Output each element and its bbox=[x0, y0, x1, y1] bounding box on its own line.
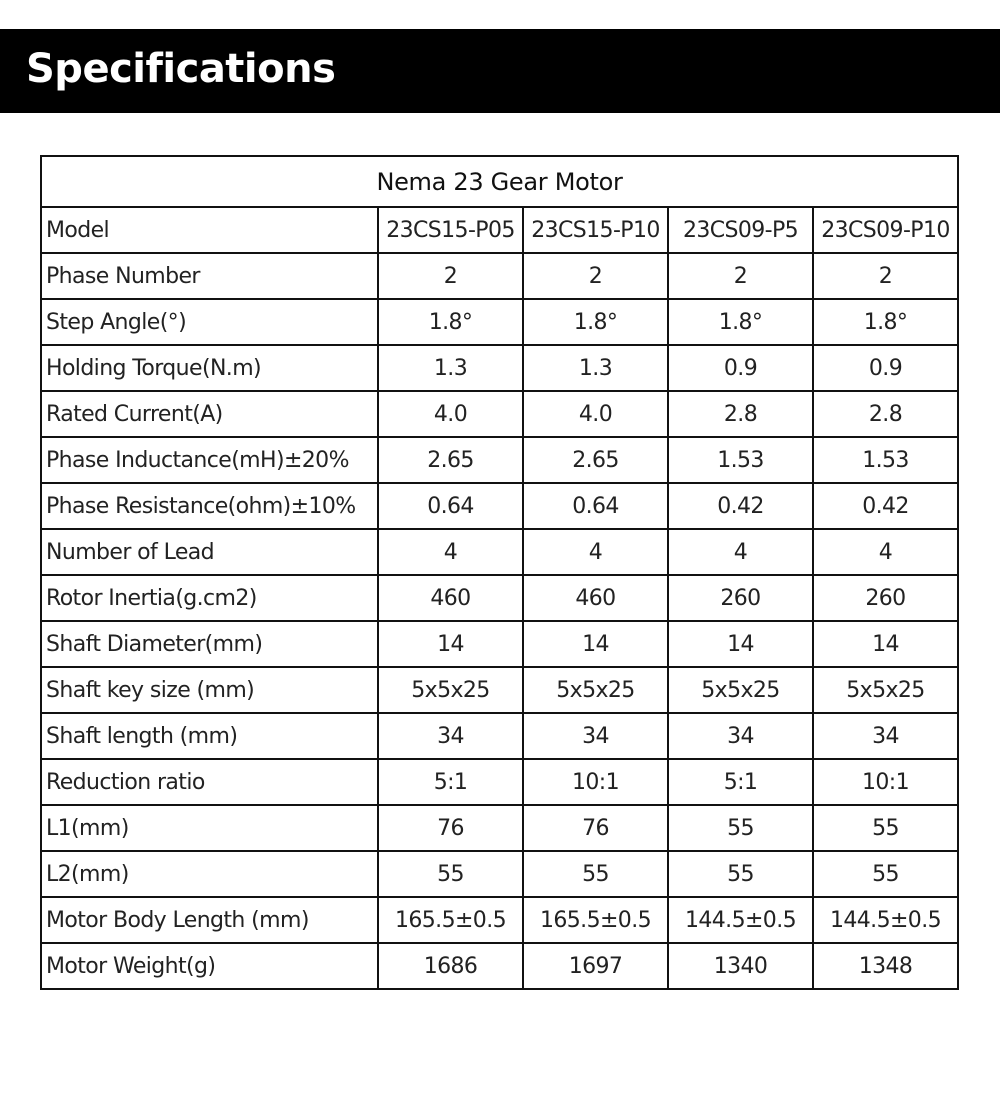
row-label: Motor Body Length (mm) bbox=[41, 897, 378, 943]
table-cell: 55 bbox=[523, 851, 668, 897]
row-label: Number of Lead bbox=[41, 529, 378, 575]
table-row bbox=[41, 529, 958, 575]
table-cell: 23CS09-P5 bbox=[668, 207, 813, 253]
table-cell: 34 bbox=[378, 713, 523, 759]
table-cell: 1.8° bbox=[668, 299, 813, 345]
table-cell: 0.42 bbox=[813, 483, 958, 529]
table-cell: 14 bbox=[378, 621, 523, 667]
table-cell: 2.65 bbox=[523, 437, 668, 483]
table-cell: 144.5±0.5 bbox=[813, 897, 958, 943]
row-label: Shaft Diameter(mm) bbox=[41, 621, 378, 667]
table-cell: 1.8° bbox=[813, 299, 958, 345]
table-row bbox=[41, 253, 958, 299]
table-cell: 23CS15-P10 bbox=[523, 207, 668, 253]
table-row bbox=[41, 345, 958, 391]
table-cell: 1686 bbox=[378, 943, 523, 989]
row-label: Model bbox=[41, 207, 378, 253]
row-label: Shaft length (mm) bbox=[41, 713, 378, 759]
table-row bbox=[41, 805, 958, 851]
table-row bbox=[41, 897, 958, 943]
table-cell: 0.64 bbox=[378, 483, 523, 529]
table-cell: 2.65 bbox=[378, 437, 523, 483]
table-cell: 165.5±0.5 bbox=[378, 897, 523, 943]
table-cell: 5x5x25 bbox=[378, 667, 523, 713]
table-row bbox=[41, 759, 958, 805]
row-label: Rotor Inertia(g.cm2) bbox=[41, 575, 378, 621]
table-cell: 10:1 bbox=[523, 759, 668, 805]
table-cell: 55 bbox=[813, 805, 958, 851]
table-cell: 23CS09-P10 bbox=[813, 207, 958, 253]
table-cell: 2 bbox=[813, 253, 958, 299]
table-cell: 55 bbox=[668, 805, 813, 851]
table-cell: 5x5x25 bbox=[523, 667, 668, 713]
table-cell: 55 bbox=[668, 851, 813, 897]
table-row bbox=[41, 851, 958, 897]
table-cell: 0.42 bbox=[668, 483, 813, 529]
table-cell: 260 bbox=[668, 575, 813, 621]
table-cell: 4.0 bbox=[378, 391, 523, 437]
row-label: Holding Torque(N.m) bbox=[41, 345, 378, 391]
page-title: Specifications bbox=[26, 46, 336, 92]
table-cell: 5x5x25 bbox=[668, 667, 813, 713]
table-cell: 55 bbox=[813, 851, 958, 897]
row-label: Reduction ratio bbox=[41, 759, 378, 805]
table-cell: 260 bbox=[813, 575, 958, 621]
table-cell: 5:1 bbox=[668, 759, 813, 805]
table-cell: 4 bbox=[523, 529, 668, 575]
row-label: Phase Resistance(ohm)±10% bbox=[41, 483, 378, 529]
table-cell: 34 bbox=[668, 713, 813, 759]
table-row bbox=[41, 943, 958, 989]
row-label: Step Angle(°) bbox=[41, 299, 378, 345]
table-row bbox=[41, 575, 958, 621]
row-label: Shaft key size (mm) bbox=[41, 667, 378, 713]
table-cell: 4 bbox=[378, 529, 523, 575]
table-row bbox=[41, 621, 958, 667]
table-row bbox=[41, 437, 958, 483]
table-cell: 1697 bbox=[523, 943, 668, 989]
row-label: L1(mm) bbox=[41, 805, 378, 851]
table-cell: 10:1 bbox=[813, 759, 958, 805]
table-row bbox=[41, 391, 958, 437]
table-cell: 2 bbox=[668, 253, 813, 299]
table-cell: 1340 bbox=[668, 943, 813, 989]
table-cell: 0.9 bbox=[668, 345, 813, 391]
table-cell: 2 bbox=[378, 253, 523, 299]
spec-table bbox=[40, 155, 959, 990]
table-cell: 1.53 bbox=[813, 437, 958, 483]
table-row bbox=[41, 299, 958, 345]
row-label: Phase Inductance(mH)±20% bbox=[41, 437, 378, 483]
table-cell: 5x5x25 bbox=[813, 667, 958, 713]
table-row bbox=[41, 713, 958, 759]
table-cell: 2.8 bbox=[813, 391, 958, 437]
row-label: Phase Number bbox=[41, 253, 378, 299]
row-label: Rated Current(A) bbox=[41, 391, 378, 437]
table-cell: 1348 bbox=[813, 943, 958, 989]
table-cell: 1.8° bbox=[378, 299, 523, 345]
table-row bbox=[41, 483, 958, 529]
table-cell: 1.53 bbox=[668, 437, 813, 483]
table-cell: 23CS15-P05 bbox=[378, 207, 523, 253]
specifications-banner bbox=[0, 29, 1000, 113]
table-cell: 1.8° bbox=[523, 299, 668, 345]
table-cell: 165.5±0.5 bbox=[523, 897, 668, 943]
table-title: Nema 23 Gear Motor bbox=[41, 156, 958, 207]
table-cell: 2 bbox=[523, 253, 668, 299]
row-label: L2(mm) bbox=[41, 851, 378, 897]
table-title-row bbox=[41, 156, 958, 207]
table-cell: 0.64 bbox=[523, 483, 668, 529]
table-cell: 76 bbox=[523, 805, 668, 851]
table-cell: 34 bbox=[523, 713, 668, 759]
table-cell: 2.8 bbox=[668, 391, 813, 437]
table-cell: 460 bbox=[523, 575, 668, 621]
table-cell: 76 bbox=[378, 805, 523, 851]
table-cell: 4.0 bbox=[523, 391, 668, 437]
table-cell: 4 bbox=[668, 529, 813, 575]
table-cell: 0.9 bbox=[813, 345, 958, 391]
table-cell: 4 bbox=[813, 529, 958, 575]
table-cell: 14 bbox=[668, 621, 813, 667]
table-cell: 460 bbox=[378, 575, 523, 621]
table-cell: 144.5±0.5 bbox=[668, 897, 813, 943]
table-row bbox=[41, 207, 958, 253]
table-cell: 14 bbox=[813, 621, 958, 667]
table-cell: 1.3 bbox=[523, 345, 668, 391]
table-cell: 14 bbox=[523, 621, 668, 667]
table-cell: 34 bbox=[813, 713, 958, 759]
row-label: Motor Weight(g) bbox=[41, 943, 378, 989]
table-cell: 1.3 bbox=[378, 345, 523, 391]
table-cell: 5:1 bbox=[378, 759, 523, 805]
table-row bbox=[41, 667, 958, 713]
table-cell: 55 bbox=[378, 851, 523, 897]
